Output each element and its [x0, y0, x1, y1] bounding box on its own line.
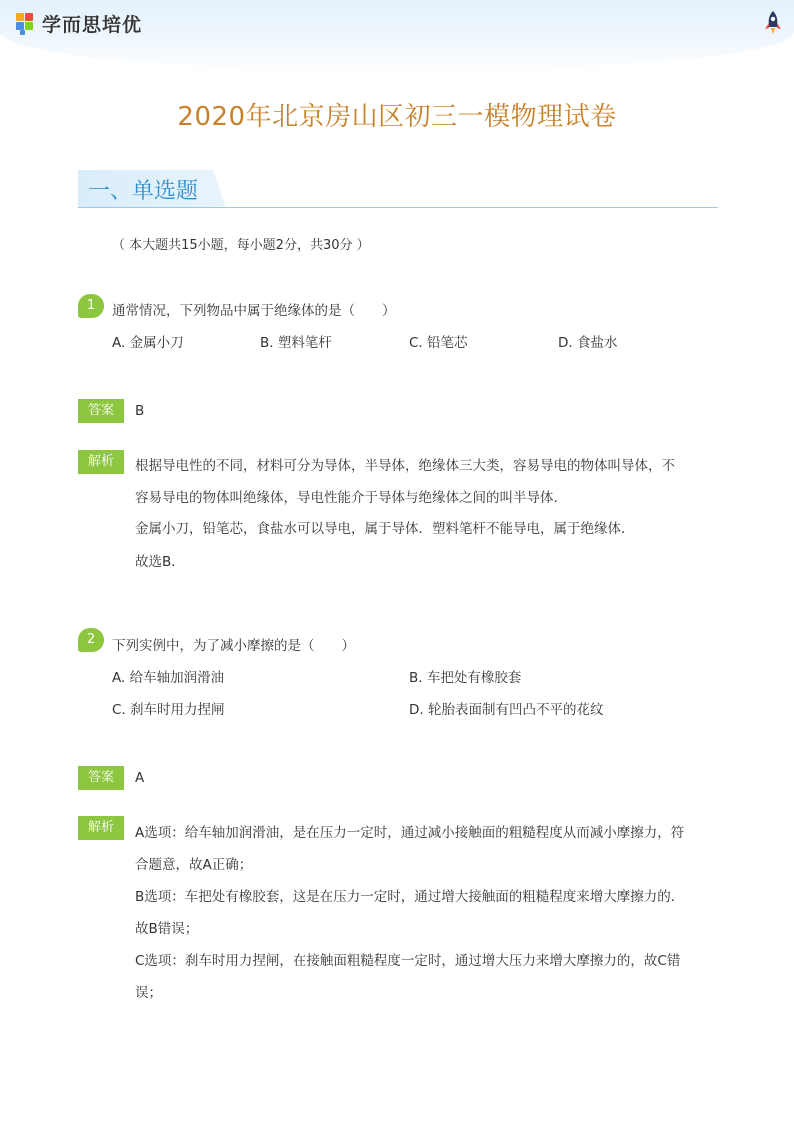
- q1-option-b: B. 塑料笔杆: [260, 335, 332, 351]
- q2-option-c: C. 刹车时用力捏闸: [112, 702, 225, 718]
- section-divider: [78, 207, 718, 208]
- q2-analysis-line-6: 误；: [135, 985, 162, 1001]
- q2-answer-value: A: [135, 770, 145, 786]
- question-text-1: 通常情况，下列物品中属于绝缘体的是（ ）: [112, 303, 396, 319]
- q2-analysis-line-2: 合题意，故A正确；: [135, 857, 253, 873]
- q1-option-c: C. 铅笔芯: [409, 335, 468, 351]
- question-text-2: 下列实例中，为了减小摩擦的是（ ）: [112, 638, 355, 654]
- section-note: （ 本大题共15小题，每小题2分，共30分 ）: [112, 238, 370, 253]
- page-title: 2020年北京房山区初三一模物理试卷: [177, 102, 617, 132]
- brand-logo: [16, 10, 142, 37]
- q1-option-d: D. 食盐水: [558, 335, 618, 351]
- q2-option-b: B. 车把处有橡胶套: [409, 670, 522, 686]
- section-label: 一、单选题: [88, 179, 199, 204]
- q1-analysis-tag: 解析: [78, 450, 124, 474]
- q1-analysis-line-4: 故选B．: [135, 554, 185, 570]
- section-header: [78, 170, 718, 210]
- q2-analysis-line-4: 故B错误；: [135, 921, 199, 937]
- q1-option-a: A. 金属小刀: [112, 335, 184, 351]
- brand-name: 学而思培优: [42, 14, 143, 36]
- rocket-icon: [762, 10, 784, 36]
- q2-analysis-line-3: B选项：车把处有橡胶套，这是在压力一定时，通过增大接触面的粗糙程度来增大摩擦力的．: [135, 889, 685, 905]
- q2-analysis-line-5: C选项：刹车时用力捏闸，在接触面粗糙程度一定时，通过增大压力来增大摩擦力的，故C错: [135, 953, 681, 969]
- q1-analysis-line-1: 根据导电性的不同，材料可分为导体，半导体，绝缘体三大类，容易导电的物体叫导体，不: [135, 458, 675, 474]
- brand-logo-icon: [16, 13, 38, 35]
- q2-option-a: A. 给车轴加润滑油: [112, 670, 225, 686]
- question-number-2: 2: [78, 628, 104, 652]
- question-number-1: 1: [78, 294, 104, 318]
- q1-answer-tag: 答案: [78, 399, 124, 423]
- q2-analysis-tag: 解析: [78, 816, 124, 840]
- q2-answer-tag: 答案: [78, 766, 124, 790]
- q2-option-d: D. 轮胎表面制有凹凸不平的花纹: [409, 702, 604, 718]
- q1-analysis-line-2: 容易导电的物体叫绝缘体，导电性能介于导体与绝缘体之间的叫半导体．: [135, 490, 567, 506]
- q1-answer-value: B: [135, 403, 145, 419]
- q2-analysis-line-1: A选项：给车轴加润滑油，是在压力一定时，通过减小接触面的粗糙程度从而减小摩擦力，符: [135, 825, 685, 841]
- q1-analysis-line-3: 金属小刀，铅笔芯，食盐水可以导电，属于导体．塑料笔杆不能导电，属于绝缘体．: [135, 521, 635, 537]
